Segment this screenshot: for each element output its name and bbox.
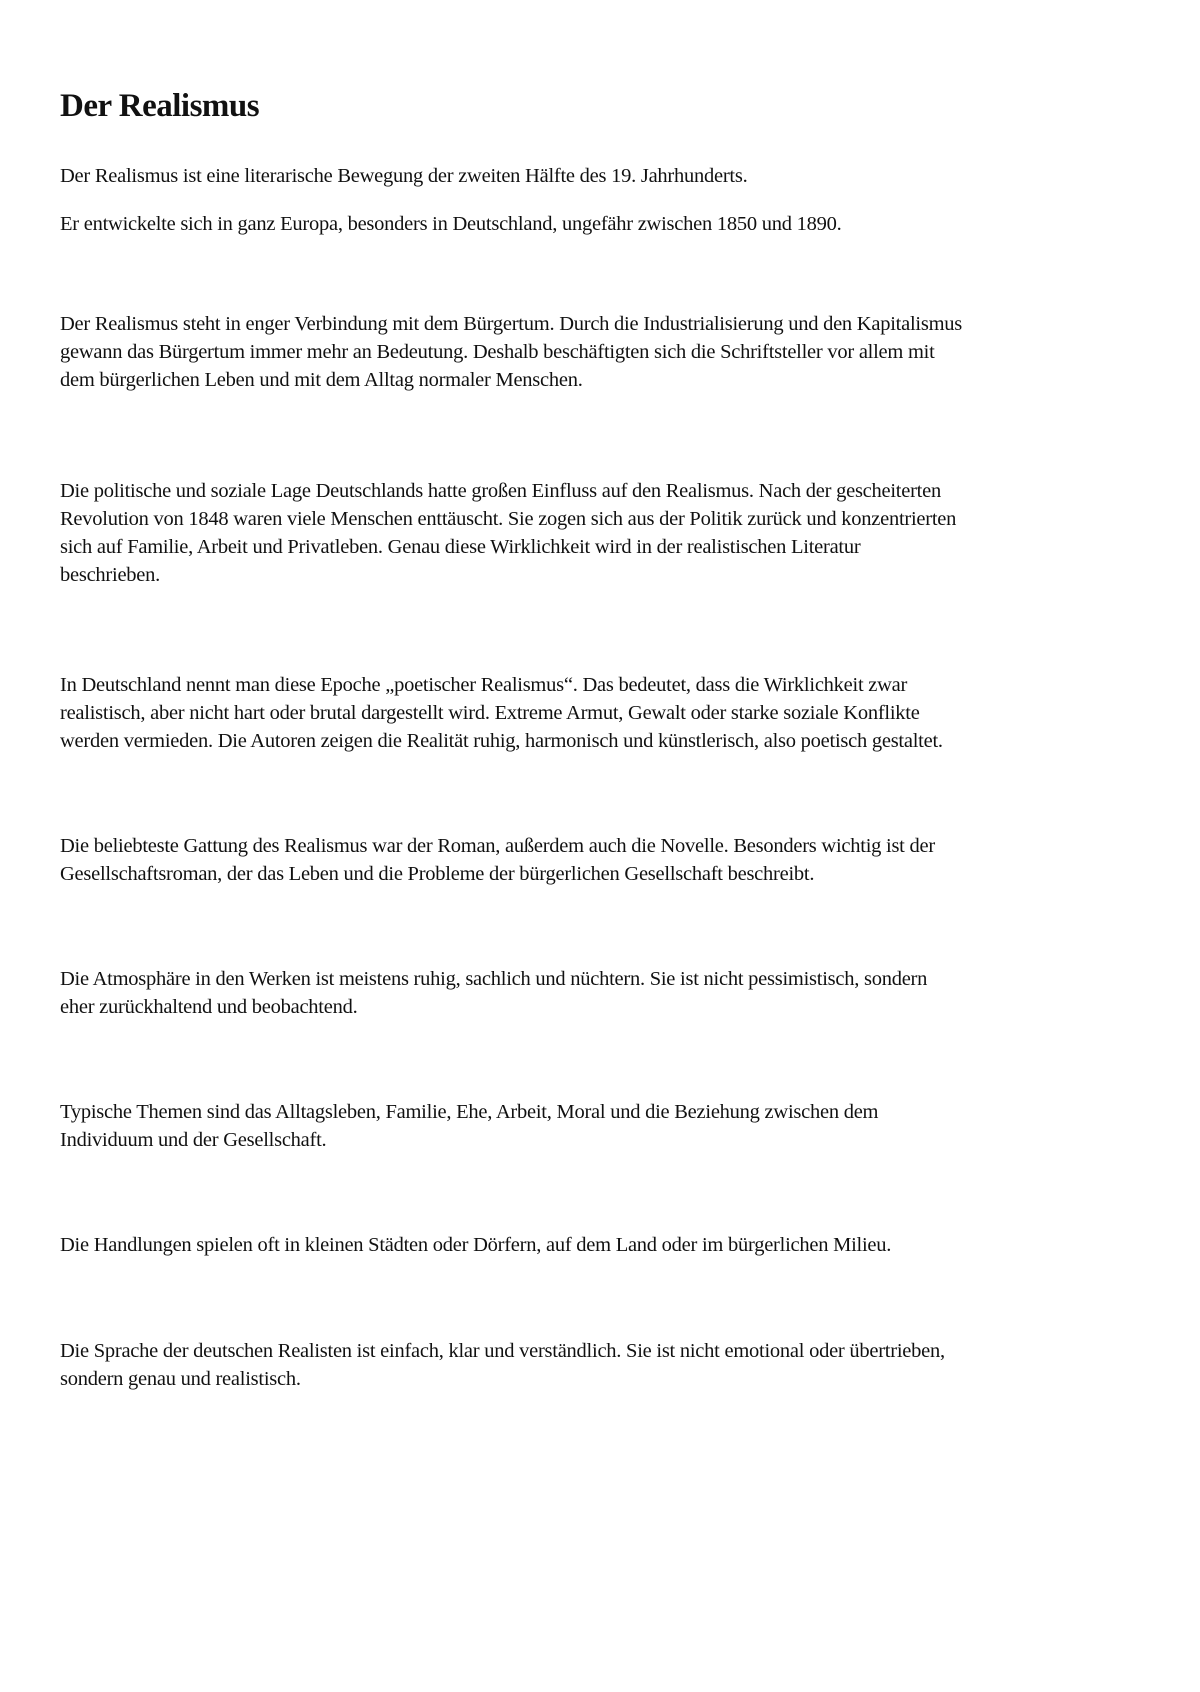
paragraph-line: Die Atmosphäre in den Werken ist meistens ruhig, sachlich und nüchtern. Sie ist nicht pessimistisch, sondern: [60, 968, 928, 990]
paragraph-line: Der Realismus steht in enger Verbindung mit dem Bürgertum. Durch die Industrialisierung und den Kapitalismus: [60, 313, 962, 335]
paragraph-line: Der Realismus ist eine literarische Bewegung der zweiten Hälfte des 19. Jahrhunderts.: [60, 165, 748, 187]
paragraph-line: Individuum und der Gesellschaft.: [60, 1129, 327, 1151]
paragraph-line: beschrieben.: [60, 564, 161, 586]
paragraph-9: [60, 1231, 1170, 1259]
paragraph-10: [60, 1337, 1170, 1393]
paragraph-line: Typische Themen sind das Alltagsleben, Familie, Ehe, Arbeit, Moral und die Beziehung zwischen dem: [60, 1101, 879, 1123]
paragraph-2: [60, 210, 1170, 238]
page-title: Der Realismus: [60, 88, 260, 124]
paragraph-line: Er entwickelte sich in ganz Europa, besonders in Deutschland, ungefähr zwischen 1850 und 1890.: [60, 213, 842, 235]
paragraph-line: Die beliebteste Gattung des Realismus war der Roman, außerdem auch die Novelle. Besonders wichtig ist der: [60, 835, 935, 857]
paragraph-line: eher zurückhaltend und beobachtend.: [60, 996, 358, 1018]
paragraph-line: Revolution von 1848 waren viele Menschen enttäuscht. Sie zogen sich aus der Politik zurück und konzentrierten: [60, 508, 957, 530]
paragraph-6: [60, 832, 1170, 888]
paragraph-line: dem bürgerlichen Leben und mit dem Alltag normaler Menschen.: [60, 369, 583, 391]
paragraph-line: werden vermieden. Die Autoren zeigen die Realität ruhig, harmonisch und künstlerisch, also poetisch gestaltet.: [60, 730, 943, 752]
paragraph-5: [60, 671, 1170, 755]
paragraph-line: In Deutschland nennt man diese Epoche „poetischer Realismus“. Das bedeutet, dass die Wirklichkeit zwar: [60, 674, 908, 696]
paragraph-4: [60, 477, 1170, 589]
paragraph-line: sondern genau und realistisch.: [60, 1368, 301, 1390]
paragraph-1: [60, 162, 1170, 190]
paragraph-line: Gesellschaftsroman, der das Leben und die Probleme der bürgerlichen Gesellschaft beschreibt.: [60, 863, 815, 885]
paragraph-3: [60, 310, 1170, 394]
paragraph-7: [60, 965, 1170, 1021]
paragraph-8: [60, 1098, 1170, 1154]
paragraph-line: realistisch, aber nicht hart oder brutal dargestellt wird. Extreme Armut, Gewalt oder starke soziale Konflikte: [60, 702, 920, 724]
paragraph-line: sich auf Familie, Arbeit und Privatleben. Genau diese Wirklichkeit wird in der realistischen Literatur: [60, 536, 861, 558]
paragraph-line: Die Sprache der deutschen Realisten ist einfach, klar und verständlich. Sie ist nicht emotional oder übertrieben,: [60, 1340, 945, 1362]
paragraph-line: gewann das Bürgertum immer mehr an Bedeutung. Deshalb beschäftigten sich die Schriftsteller vor allem mit: [60, 341, 935, 363]
paragraph-line: Die politische und soziale Lage Deutschlands hatte großen Einfluss auf den Realismus. Nach der gescheiterten: [60, 480, 941, 502]
paragraph-line: Die Handlungen spielen oft in kleinen Städten oder Dörfern, auf dem Land oder im bürgerlichen Milieu.: [60, 1234, 892, 1256]
